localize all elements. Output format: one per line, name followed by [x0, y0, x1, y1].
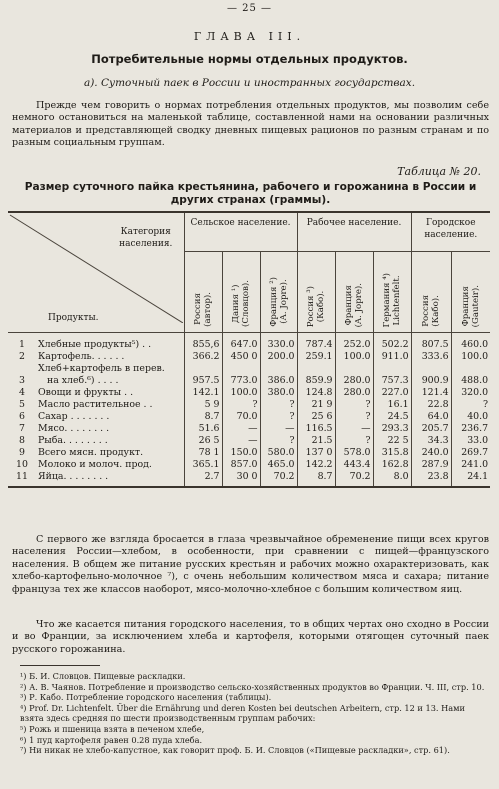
table-cell: ?: [335, 435, 373, 447]
column-header-label: Франция (Gauteir).: [460, 284, 481, 327]
row-number: 6: [19, 411, 25, 422]
table-number: Таблица № 20.: [397, 165, 481, 178]
product-name: Масло растительное . .: [38, 399, 153, 410]
table-row: [8, 447, 490, 459]
table-cell: 315.8: [373, 447, 411, 459]
table-cell: [411, 363, 451, 375]
table-cell: 142.1: [184, 387, 222, 399]
footnote: ⁴) Prof. Dr. Lichtenfelt. Über die Ernährung und deren Kosten bei deutschen Arbeitern, стр. 12 и 13. Нами взята здесь средняя по шести производственным группам рабочих:: [20, 702, 465, 724]
table-cell: 21.5: [297, 435, 335, 447]
product-name: Молоко и молоч. прод.: [38, 459, 152, 470]
table-cell: 33.0: [451, 435, 490, 447]
table-cell: 227.0: [373, 387, 411, 399]
table-row: [8, 411, 490, 423]
column-header-label: Россия (Кабо).: [421, 295, 442, 327]
table-cell: 200.0: [260, 351, 297, 363]
column-header: [451, 252, 490, 333]
table-cell: 25 6: [297, 411, 335, 423]
table-cell: 647.0: [222, 333, 260, 352]
row-number: 4: [19, 387, 25, 398]
product-name: Овощи и фрукты . .: [38, 387, 134, 398]
subsection-heading: а). Суточный паек в России и иностранных государствах.: [83, 77, 416, 89]
table-cell: —: [335, 423, 373, 435]
column-header-label: Россия (автор).: [193, 292, 213, 327]
table-cell: ?: [222, 399, 260, 411]
paragraph-2: Что же касается питания городского населения, то в общих чертах оно сходно в России и во Франции, за исключением хлеба и картофеля, которыми отягощен суточный паек русского горожанина.: [12, 619, 489, 655]
table-cell: 8.0: [373, 471, 411, 487]
table-cell: ?: [451, 399, 490, 411]
table-cell: —: [260, 423, 297, 435]
product-name: Картофель. . . . . .: [38, 351, 125, 362]
table-cell: 23.8: [411, 471, 451, 487]
table-cell: 580.0: [260, 447, 297, 459]
group-header: Рабочее население.: [297, 212, 411, 252]
group-header: Сельское население.: [184, 212, 297, 252]
table-cell: 24.1: [451, 471, 490, 487]
product-name: на хлеб.⁶) . . . .: [38, 375, 119, 386]
table-cell: 287.9: [411, 459, 451, 471]
column-header: [222, 252, 260, 333]
intro-paragraph: Прежде чем говорить о нормах потребления отдельных продуктов, мы позволим себе немного остановиться на маленькой таблице, составленной нами на основании различных материалов и представляющей сводку дневных пищевых рационов по разным странам и по разным социальным группам.: [12, 100, 489, 149]
footnotes: [20, 671, 490, 756]
column-header: [411, 252, 451, 333]
row-number: 9: [19, 447, 25, 458]
table-cell: [451, 363, 490, 375]
table-cell: 855,6: [184, 333, 222, 352]
table-cell: 21 9: [297, 399, 335, 411]
product-name: Сахар . . . . . . .: [38, 411, 110, 422]
table-cell: [373, 363, 411, 375]
table-cell: 70.0: [222, 411, 260, 423]
column-header-label: Германия ⁴) Lichtenfelt.: [382, 272, 403, 327]
table-cell: 124.8: [297, 387, 335, 399]
table-cell: 142.2: [297, 459, 335, 471]
row-number: 8: [19, 435, 25, 446]
column-header: [260, 252, 297, 333]
table-cell: 22.8: [411, 399, 451, 411]
column-header: [184, 252, 222, 333]
ration-table: [8, 211, 490, 488]
footnote-divider: [20, 665, 100, 666]
table-cell: ?: [260, 411, 297, 423]
footnote: ²) А. В. Чаянов. Потребление и производство сельско-хозяйственных продуктов во Франции. Ч. III, стр. 10.: [20, 681, 485, 692]
column-header: [335, 252, 373, 333]
table-cell: ?: [260, 435, 297, 447]
table-cell: 64.0: [411, 411, 451, 423]
table-cell: 137 0: [297, 447, 335, 459]
table-cell: 807.5: [411, 333, 451, 352]
product-name: Хлеб+картофель в перев.: [38, 363, 165, 374]
table-cell: 450 0: [222, 351, 260, 363]
footnote: ³) Р. Кабо. Потребление городского населения (таблицы).: [20, 692, 272, 703]
table-cell: 26 5: [184, 435, 222, 447]
table-cell: 16.1: [373, 399, 411, 411]
table-cell: [222, 363, 260, 375]
table-cell: 578.0: [335, 447, 373, 459]
table-cell: 330.0: [260, 333, 297, 352]
table-cell: 150.0: [222, 447, 260, 459]
table-cell: 70.2: [260, 471, 297, 487]
row-number: [8, 363, 36, 375]
table-cell: 488.0: [451, 375, 490, 387]
table-row: [8, 375, 490, 387]
page-number: — 25 —: [226, 3, 273, 14]
table-cell: 460.0: [451, 333, 490, 352]
header-diagonal-cell: [8, 212, 184, 333]
row-number: 7: [19, 423, 25, 434]
column-header-label: Франция ²) (A. Jopre).: [268, 277, 289, 327]
table-cell: 240.0: [411, 447, 451, 459]
table-row: [8, 333, 490, 352]
table-cell: 380.0: [260, 387, 297, 399]
table-cell: 252.0: [335, 333, 373, 352]
table-row: [8, 351, 490, 363]
table-cell: 333.6: [411, 351, 451, 363]
column-header: [373, 252, 411, 333]
product-name: Хлебные продукты⁵) . .: [38, 339, 152, 350]
paragraph-1: С первого же взгляда бросается в глаза чрезвычайное обременение пищи всех кругов населения России—хлебом, в особенности, при сравнении с пищей—французского населения. В общем же питание русских крестьян и рабочих можно охарактеризовать, как хлебо-картофельно-молочное ⁷), с очень небольшим количеством мяса и сахара; питание француза тех же классов наоборот, мясо-молочно-хлебное с большим количеством яиц.: [12, 534, 489, 595]
table-cell: 365.1: [184, 459, 222, 471]
table-cell: 24.5: [373, 411, 411, 423]
table-cell: 100.0: [335, 351, 373, 363]
row-number: 1: [19, 339, 25, 350]
footnote: ⁵) Рожь и пшеница взята в печеном хлебе,: [20, 723, 205, 734]
table-cell: 8.7: [184, 411, 222, 423]
chapter-title: ГЛАВА III.: [193, 30, 306, 43]
footnote: ⁷) Ни никак не хлебо-капустное, как говорит проф. Б. И. Словцов («Пищевые раскладки», стр. 61).: [20, 745, 450, 756]
table-cell: 121.4: [411, 387, 451, 399]
product-name: Мясо. . . . . . . .: [38, 423, 110, 434]
table-cell: 30 0: [222, 471, 260, 487]
table-row: [8, 423, 490, 435]
table-cell: 34.3: [411, 435, 451, 447]
row-number: 3: [19, 375, 25, 386]
table-cell: 911.0: [373, 351, 411, 363]
table-cell: 859.9: [297, 375, 335, 387]
table-row: [8, 435, 490, 447]
table-cell: 2.7: [184, 471, 222, 487]
row-number: 11: [8, 471, 36, 487]
column-header-label: Франция (A. Jopre).: [344, 282, 365, 327]
footnote: ¹) Б. И. Словцов. Пищевые раскладки.: [20, 671, 186, 681]
column-header-label: Дания ¹) (Словцов).: [231, 279, 251, 327]
table-cell: [184, 363, 222, 375]
product-name: Рыба. . . . . . . .: [38, 435, 108, 446]
table-cell: 443.4: [335, 459, 373, 471]
table-cell: 787.4: [297, 333, 335, 352]
table-cell: 22 5: [373, 435, 411, 447]
table-cell: [260, 363, 297, 375]
category-label: Категория населения.: [119, 227, 173, 249]
table-cell: 857.0: [222, 459, 260, 471]
product-name: Всего мясн. продукт.: [38, 447, 144, 458]
table-cell: ?: [335, 411, 373, 423]
table-cell: 70.2: [335, 471, 373, 487]
table-row: [8, 459, 490, 471]
table-row: [8, 387, 490, 399]
table-cell: 162.8: [373, 459, 411, 471]
table-row: [8, 399, 490, 411]
group-header: Городское население.: [411, 212, 490, 252]
table-cell: —: [222, 423, 260, 435]
table-cell: 8.7: [297, 471, 335, 487]
table-cell: 205.7: [411, 423, 451, 435]
table-cell: 51.6: [184, 423, 222, 435]
column-header: [297, 252, 335, 333]
footnote: ⁶) 1 пуд картофеля равен 0.28 пуда хлеба.: [20, 734, 203, 745]
column-header-label: Россия ³) (Кабо).: [306, 285, 327, 327]
table-row: [8, 363, 490, 375]
table-cell: 957.5: [184, 375, 222, 387]
row-number: 2: [19, 351, 25, 362]
table-cell: 502.2: [373, 333, 411, 352]
table-cell: 386.0: [260, 375, 297, 387]
table-cell: 366.2: [184, 351, 222, 363]
table-cell: 280.0: [335, 387, 373, 399]
table-cell: [297, 363, 335, 375]
table-cell: 900.9: [411, 375, 451, 387]
table-cell: 773.0: [222, 375, 260, 387]
row-number: 5: [19, 399, 25, 410]
section-heading: Потребительные нормы отдельных продуктов.: [91, 52, 408, 66]
table-cell: ?: [335, 399, 373, 411]
table-cell: —: [222, 435, 260, 447]
table-cell: 280.0: [335, 375, 373, 387]
table-cell: 757.3: [373, 375, 411, 387]
table-row: [8, 471, 490, 487]
products-label: Продукты.: [48, 313, 99, 323]
table-cell: 116.5: [297, 423, 335, 435]
table-cell: 5 9: [184, 399, 222, 411]
table-cell: 100.0: [451, 351, 490, 363]
table-cell: ?: [260, 399, 297, 411]
table-cell: [335, 363, 373, 375]
table-cell: 236.7: [451, 423, 490, 435]
table-cell: 100.0: [222, 387, 260, 399]
product-name: Яйца. . . . . . . .: [36, 471, 184, 487]
table-cell: 293.3: [373, 423, 411, 435]
table-cell: 465.0: [260, 459, 297, 471]
table-cell: 78 1: [184, 447, 222, 459]
table-cell: 269.7: [451, 447, 490, 459]
table-cell: 320.0: [451, 387, 490, 399]
table-title: Размер суточного пайка крестьянина, рабочего и горожанина в России и других странах (граммы).: [24, 181, 477, 206]
table-cell: 241.0: [451, 459, 490, 471]
row-number: 10: [16, 459, 28, 470]
table-cell: 40.0: [451, 411, 490, 423]
table-cell: 259.1: [297, 351, 335, 363]
